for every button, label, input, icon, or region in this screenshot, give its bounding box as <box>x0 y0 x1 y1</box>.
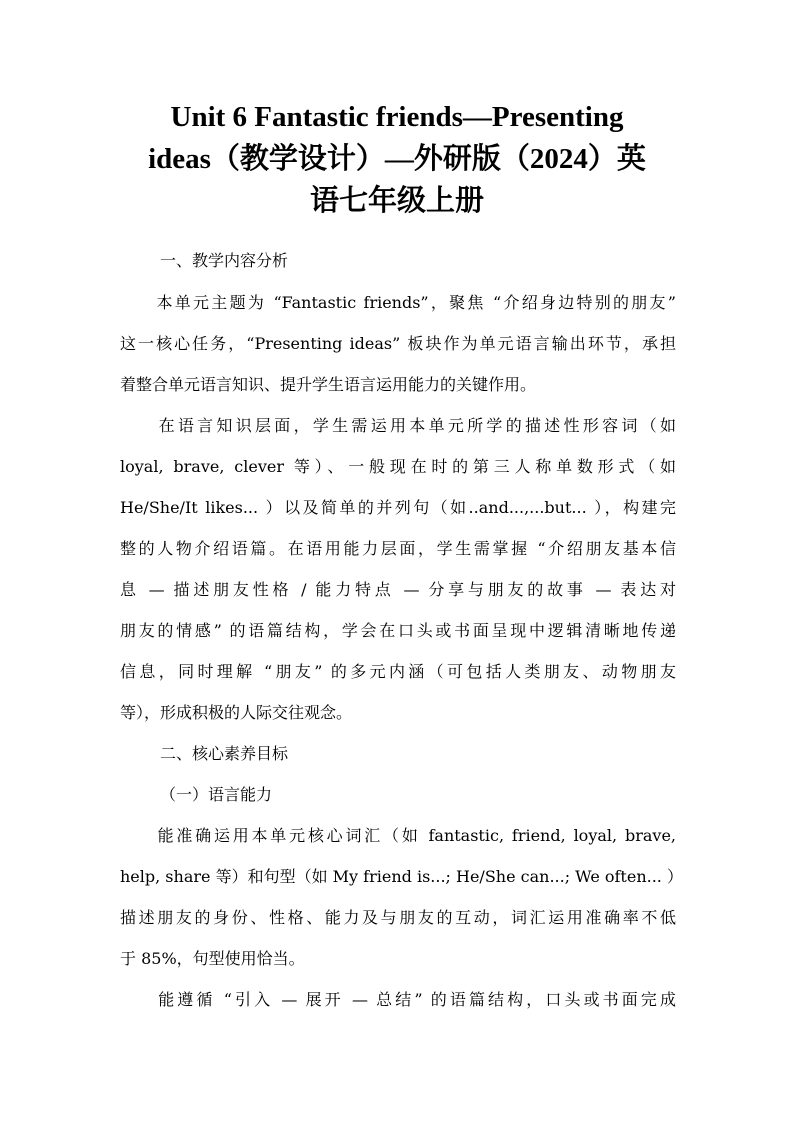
text-line: loyal, brave, clever 等）、一般现在时的第三人称单数形式（如 <box>120 457 676 476</box>
text-line: 朋友的情感” 的语篇结构，学会在口头或书面呈现中逻辑清晰地传递 <box>120 621 676 640</box>
title-line-2: ideas（教学设计）—外研版（2024）英 <box>148 143 646 175</box>
paragraph-vocabulary-goal <box>120 815 683 979</box>
paragraph-language-knowledge <box>120 405 676 733</box>
text-line: 信息，同时理解 “朋友” 的多元内涵（可包括人类朋友、动物朋友 <box>120 662 676 681</box>
text-line: 息 — 描述朋友性格 / 能力特点 — 分享与朋友的故事 — 表达对 <box>120 580 676 599</box>
document-title <box>110 96 684 222</box>
text-line: 描述朋友的身份、性格、能力及与朋友的互动，词汇运用准确率不低 <box>120 908 676 927</box>
paragraph-unit-theme <box>120 282 676 405</box>
title-line-1: Unit 6 Fantastic friends—Presenting <box>170 101 624 133</box>
text-line: 着整合单元语言知识、提升学生语言运用能力的关键作用。 <box>120 375 537 394</box>
title-line-3: 语七年级上册 <box>309 185 484 217</box>
paragraph-discourse-goal <box>120 979 676 1020</box>
section-heading-content-analysis: 一、教学内容分析 <box>160 251 289 270</box>
text-line: 这一核心任务，“Presenting ideas” 板块作为单元语言输出环节，承担 <box>120 334 676 353</box>
text-line: 能遵循 “引入 — 展开 — 总结” 的语篇结构，口头或书面完成 <box>120 990 676 1009</box>
text-line: 等），形成积极的人际交往观念。 <box>120 703 353 722</box>
text-line: 能准确运用本单元核心词汇（如 fantastic, friend, loyal, brave, <box>120 826 676 845</box>
text-line: 于 85%，句型使用恰当。 <box>120 949 305 968</box>
subheading-language-ability: （一）语言能力 <box>160 785 273 804</box>
text-line: help, share 等）和句型（如 My friend is...; He/She can...; We often... ） <box>120 867 683 886</box>
text-line: 在语言知识层面，学生需运用本单元所学的描述性形容词（如 <box>120 416 676 435</box>
section-heading-core-literacy: 二、核心素养目标 <box>160 744 289 763</box>
text-line: He/She/It likes... ）以及简单的并列句（如..and...,...but... ），构建完 <box>120 498 676 517</box>
text-line: 本单元主题为 “Fantastic friends”，聚焦 “介绍身边特别的朋友” <box>120 293 676 312</box>
text-line: 整的人物介绍语篇。在语用能力层面，学生需掌握 “介绍朋友基本信 <box>120 539 676 558</box>
